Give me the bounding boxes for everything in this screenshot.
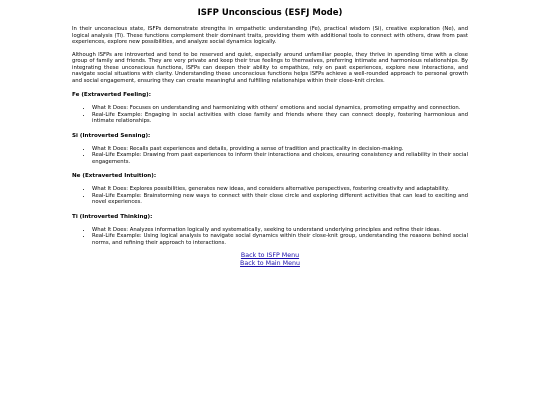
intro-paragraph-2: Although ISFPs are introverted and tend to be reserved and quiet, especially around unfamiliar people, they thrive in spending time with a close group of family and friends. They are very private and keep their true feelings to themselves, preferring intimate and harmonious relationships. By integrating these unconscious functions, ISFPs can deepen their ability to empathize, rely on past experiences, explore new interactions, and navigate social situations with clarity. Understanding these unconscious functions helps ISFPs achieve a well-rounded approach to personal growth and social engagement, ensuring they can create meaningful and fulfilling relationships within their close-knit circles. (72, 51, 468, 84)
bullet-list-ne (72, 186, 468, 206)
section-fe (72, 92, 468, 125)
intro-paragraph-1: In their unconscious state, ISFPs demonstrate strengths in empathetic understanding (Fe), practical wisdom (Si), creative exploration (Ne), and logical analysis (Ti). These functions complement their dominant traits, providing them with additional tools to connect with others, draw from past experiences, explore new possibilities, and analyze social dynamics logically. (72, 26, 468, 45)
section-heading-ti: Ti (Introverted Thinking): (72, 213, 153, 220)
nav-links (72, 252, 468, 268)
list-item: • Real-Life Example: Brainstorming new ways to connect with their close circle and exploring different activities that can lead to exciting and novel experiences. (92, 193, 468, 206)
list-item: • What It Does: Focuses on understanding and harmonizing with others' emotions and social dynamics, promoting empathy and connection. (92, 105, 468, 112)
list-item: • Real-Life Example: Drawing from past experiences to inform their interactions and choices, ensuring consistency and reliability in their social engagements. (92, 152, 468, 165)
section-ti (72, 214, 468, 247)
bullet-list-si (72, 146, 468, 166)
list-item: • Real-Life Example: Using logical analysis to navigate social dynamics within their close-knit group, understanding the reasons behind social norms, and refining their approach to interactions. (92, 233, 468, 246)
list-item: • What It Does: Recalls past experiences and details, providing a sense of tradition and practicality in decision-making. (92, 146, 468, 153)
section-si (72, 133, 468, 166)
list-item: • What It Does: Explores possibilities, generates new ideas, and considers alternative perspectives, fostering creativity and adaptability. (92, 186, 468, 193)
list-item: • What It Does: Analyzes information logically and systematically, seeking to understand underlying principles and refine their ideas. (92, 227, 468, 234)
back-to-isfp-menu-link[interactable]: Back to ISFP Menu (240, 252, 300, 259)
section-heading-fe: Fe (Extraverted Feeling): (72, 92, 151, 98)
section-heading-ne: Ne (Extraverted Intuition): (72, 173, 157, 179)
section-ne (72, 173, 468, 206)
back-to-main-menu-link[interactable]: Back to Main Menu (240, 260, 300, 267)
section-heading-si: Si (Introverted Sensing): (72, 132, 151, 139)
list-item: • Real-Life Example: Engaging in social activities with close family and friends where they can connect deeply, fostering harmonious and intimate relationships. (92, 112, 468, 125)
bullet-list-fe (72, 105, 468, 125)
page-content (72, 0, 468, 268)
page-title: ISFP Unconscious (ESFJ Mode) (197, 8, 343, 18)
bullet-list-ti (72, 227, 468, 247)
